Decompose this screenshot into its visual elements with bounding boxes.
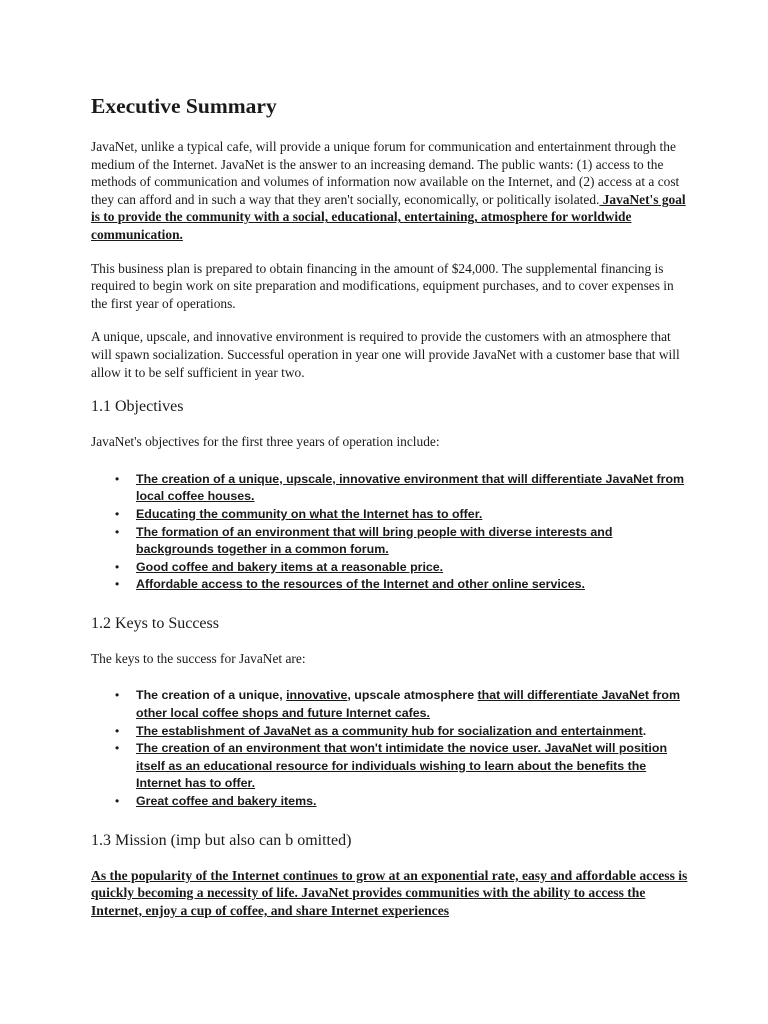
- keys-lead: The keys to the success for JavaNet are:: [91, 650, 306, 666]
- bullet-icon: •: [115, 524, 120, 539]
- objectives-lead: JavaNet's objectives for the first three years of operation include:: [91, 434, 440, 450]
- bullet-icon: •: [115, 506, 120, 521]
- list-item: • The creation of an environment that won't intimidate the novice user. JavaNet will position itself as an educational resource for individuals wishing to learn about the benefits the Internet has to offer.: [115, 741, 668, 791]
- document-page: [91, 92, 691, 919]
- objectives-heading: 1.1 Objectives: [91, 398, 184, 416]
- bullet-icon: •: [115, 577, 120, 592]
- intro-paragraph-1: [91, 138, 691, 244]
- mission-text: As the popularity of the Internet continues to grow at an exponential rate, easy and affordable access is quickly becoming a necessity of life. JavaNet provides communities with the ability to access the Internet, enjoy a cup of coffee, and share Internet experiences: [91, 867, 688, 918]
- bullet-icon: •: [115, 741, 120, 756]
- intro-paragraph-2: This business plan is prepared to obtain financing in the amount of $24,000. The supplemental financing is required to begin work on site preparation and modifications, equipment purchases, and to cover expenses in the first year of operations.: [91, 260, 674, 311]
- keys-list: [91, 687, 691, 810]
- mission-heading: 1.3 Mission (imp but also can b omitted): [91, 831, 352, 849]
- goal-statement: JavaNet's goal is to provide the community with a social, educational, entertaining, atmosphere for worldwide communication.: [91, 191, 686, 242]
- bullet-icon: •: [115, 723, 120, 738]
- bullet-icon: •: [115, 688, 120, 703]
- bullet-icon: •: [115, 471, 120, 486]
- list-item: • Educating the community on what the Internet has to offer.: [136, 506, 691, 524]
- list-item: • The formation of an environment that will bring people with diverse interests and backgrounds together in a common forum.: [115, 524, 613, 557]
- list-item: • The creation of a unique, upscale, innovative environment that will differentiate JavaNet from local coffee houses.: [115, 471, 685, 504]
- list-item: • Great coffee and bakery items.: [136, 793, 691, 811]
- bullet-icon: •: [115, 794, 120, 809]
- list-item: • The creation of a unique, innovative, upscale atmosphere that will differentiate JavaNet from other local coffee shops and future Internet cafes.: [115, 688, 680, 721]
- intro-paragraph-3: A unique, upscale, and innovative environment is required to provide the customers with an atmosphere that will spawn socialization. Successful operation in year one will provide JavaNet with a customer base that will allow it to be self sufficient in year two.: [91, 329, 680, 380]
- objectives-list: [91, 471, 691, 594]
- list-item: • Good coffee and bakery items at a reasonable price.: [136, 559, 691, 577]
- bullet-icon: •: [115, 559, 120, 574]
- list-item: • Affordable access to the resources of the Internet and other online services.: [136, 576, 691, 594]
- keys-heading: 1.2 Keys to Success: [91, 614, 219, 632]
- list-item: • The establishment of JavaNet as a community hub for socialization and entertainment.: [136, 723, 691, 741]
- page-title: Executive Summary: [91, 94, 277, 118]
- intro-text: JavaNet, unlike a typical cafe, will provide a unique forum for communication and entertainment through the medium of the Internet. JavaNet is the answer to an increasing demand. The public wants: (1) access to the methods of communication and volumes of information now available on the Internet, and (2) access at a cost they can afford and in such a way that they aren't socially, economically, or politically isolated.: [91, 139, 680, 207]
